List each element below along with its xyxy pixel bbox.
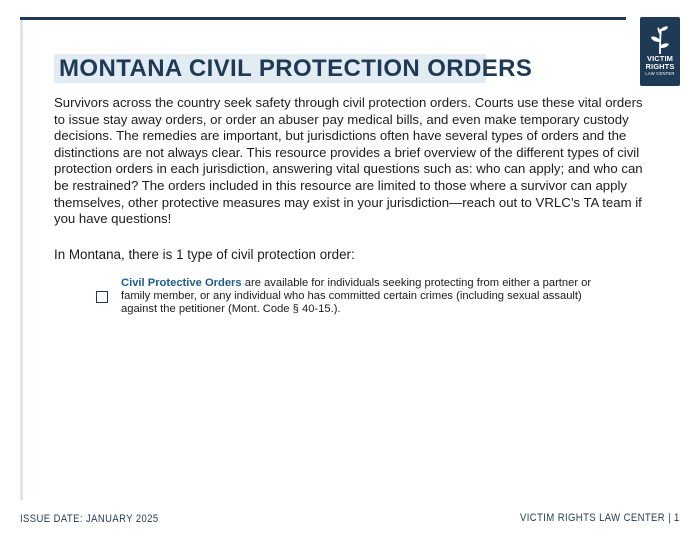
order-count-statement: In Montana, there is 1 type of civil protection order: (54, 247, 355, 262)
logo-text-line-2: RIGHTS (645, 62, 675, 71)
logo-text-line-3: LAW CENTER (645, 71, 675, 76)
victim-rights-law-center-logo (640, 17, 680, 86)
top-rule (20, 17, 626, 20)
order-name: Civil Protective Orders (121, 277, 242, 289)
order-detail: are available for individuals seeking protecting from either a partner or family member, or any individual who has committed certain crimes (including sexual assault) against the petitioner (Mont. Code § 40-15.). (121, 277, 592, 316)
left-margin-rule (20, 20, 23, 500)
footer-org-page-number: VICTIM RIGHTS LAW CENTER | 1 (520, 512, 680, 524)
logo-text-line-1: VICTIM (646, 54, 673, 63)
page-title: MONTANA CIVIL PROTECTION ORDERS (59, 55, 533, 82)
intro-paragraph: Survivors across the country seek safety through civil protection orders. Courts use these vital orders to issue stay away orders, or order an abuser pay medical bills, and even make temporary custody decisions. The remedies are important, but jurisdictions often have several types of orders and the distinctions are not always clear. This resource provides a brief overview of the different types of civil protection orders in each jurisdiction, answering vital questions such as: who can apply; and who can be restrained? The orders included in this resource are limited to those where a survivor can apply themselves, other protective measures may exist in your jurisdiction—reach out to VRLC’s TA team if you have questions! (54, 95, 643, 227)
issue-date: ISSUE DATE: JANUARY 2025 (20, 513, 159, 525)
plant-sprout-icon (649, 23, 671, 55)
order-checkbox[interactable] (96, 291, 108, 303)
order-description (121, 277, 616, 317)
